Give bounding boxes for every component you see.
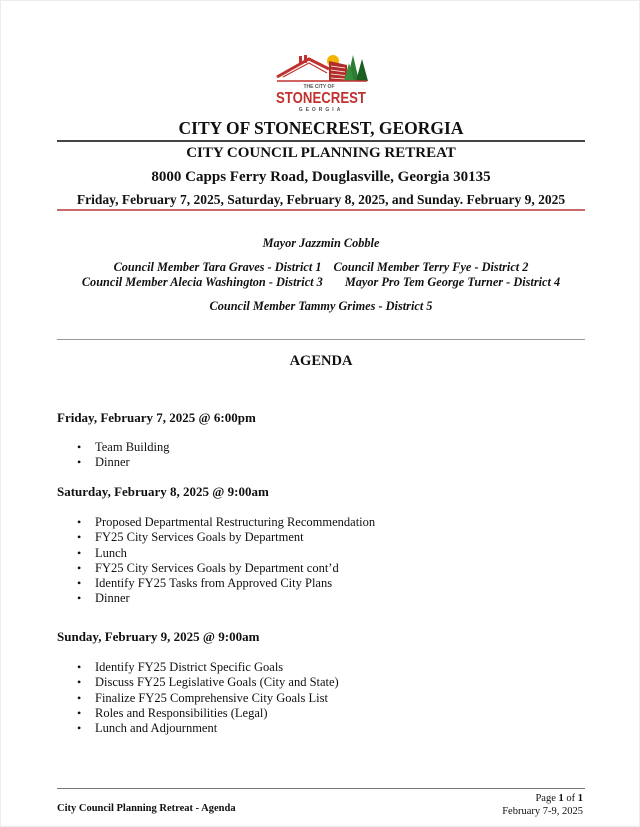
- list-item: [57, 515, 375, 530]
- event-title: CITY COUNCIL PLANNING RETREAT: [186, 145, 456, 161]
- divider-gray: [57, 339, 585, 340]
- officials-row-1: [57, 260, 585, 275]
- list-item: [57, 561, 375, 576]
- event-address: 8000 Capps Ferry Road, Douglasville, Georgia 30135: [151, 169, 491, 185]
- page-of: of: [563, 793, 578, 804]
- logo-line1: THE CITY OF: [303, 84, 335, 90]
- roof-icon: [277, 59, 329, 77]
- section-heading: Saturday, February 8, 2025 @ 9:00am: [57, 484, 269, 499]
- item-text: Dinner: [95, 455, 130, 470]
- page-total: 1: [577, 793, 583, 804]
- bullet-icon: •: [77, 560, 82, 575]
- mayor-name: Mayor Jazzmin Cobble: [262, 236, 380, 250]
- event-dates: Friday, February 7, 2025, Saturday, February 8, 2025, and Sunday. February 9, 2025: [76, 192, 566, 207]
- section-heading: Sunday, February 9, 2025 @ 9:00am: [57, 629, 260, 644]
- official-district-3: Council Member Alecia Washington - District 3: [81, 275, 323, 289]
- logo-line2: STONECREST: [276, 90, 367, 107]
- item-text: Dinner: [95, 591, 130, 606]
- bullet-icon: •: [77, 591, 82, 606]
- list-item: [57, 660, 339, 675]
- bullet-icon: •: [77, 721, 82, 736]
- trees-icon: [344, 55, 368, 81]
- footer-dates: February 7-9, 2025: [502, 806, 583, 817]
- agenda-section-sunday: [57, 629, 339, 736]
- item-text: FY25 City Services Goals by Department cont’d: [95, 560, 339, 575]
- footer-title: City Council Planning Retreat - Agenda: [57, 803, 236, 814]
- list-item: [57, 721, 339, 736]
- list-item: [57, 675, 339, 690]
- bullet-icon: •: [77, 675, 82, 690]
- item-text: Lunch: [95, 545, 127, 560]
- footer-right: [502, 792, 583, 818]
- bullet-icon: •: [77, 455, 82, 470]
- bullet-icon: •: [77, 660, 82, 674]
- city-title: CITY OF STONECREST, GEORGIA: [178, 118, 464, 138]
- item-text: Discuss FY25 Legislative Goals (City and State): [95, 675, 339, 690]
- official-district-5: Council Member Tammy Grimes - District 5: [209, 299, 433, 313]
- official-district-4: Mayor Pro Tem George Turner - District 4: [344, 275, 561, 289]
- agenda-title: AGENDA: [289, 353, 353, 369]
- page-number: [502, 792, 583, 805]
- list-item: [57, 440, 256, 455]
- list-item: [57, 530, 375, 545]
- item-text: Finalize FY25 Comprehensive City Goals List: [95, 690, 328, 705]
- agenda-list: [57, 660, 339, 736]
- page-current: 1: [558, 793, 564, 804]
- stonecrest-logo: [271, 51, 371, 113]
- list-item: [57, 706, 339, 721]
- list-item: [57, 455, 256, 470]
- bullet-icon: •: [77, 705, 82, 720]
- official-district-2: Council Member Terry Fye - District 2: [333, 260, 529, 274]
- agenda-section-friday: [57, 410, 256, 471]
- item-text: Team Building: [95, 440, 170, 454]
- divider-dark: [57, 140, 585, 142]
- item-text: Identify FY25 District Specific Goals: [95, 660, 284, 674]
- item-text: Identify FY25 Tasks from Approved City Plans: [95, 576, 333, 591]
- list-item: [57, 576, 375, 591]
- building-icon: [329, 61, 347, 81]
- bullet-icon: •: [77, 530, 82, 545]
- official-district-1: Council Member Tara Graves - District 1: [113, 260, 322, 274]
- divider-red: [57, 209, 585, 211]
- bullet-icon: •: [77, 440, 82, 454]
- section-heading: Friday, February 7, 2025 @ 6:00pm: [57, 410, 256, 425]
- officials-row-2: [57, 275, 585, 290]
- agenda-section-saturday: [57, 484, 375, 607]
- bullet-icon: •: [77, 545, 82, 560]
- item-text: FY25 City Services Goals by Department: [95, 530, 304, 545]
- logo-line3: GEORGIA: [298, 107, 344, 113]
- bullet-icon: •: [77, 576, 82, 591]
- list-item: [57, 691, 339, 706]
- list-item: [57, 546, 375, 561]
- page-prefix: Page: [535, 793, 559, 804]
- agenda-list: [57, 440, 256, 471]
- bullet-icon: •: [77, 515, 82, 529]
- agenda-list: [57, 515, 375, 607]
- item-text: Proposed Departmental Restructuring Recommendation: [95, 515, 376, 529]
- item-text: Lunch and Adjournment: [95, 721, 218, 736]
- list-item: [57, 591, 375, 606]
- item-text: Roles and Responsibilities (Legal): [95, 705, 268, 720]
- footer-divider: [57, 788, 585, 789]
- bullet-icon: •: [77, 690, 82, 705]
